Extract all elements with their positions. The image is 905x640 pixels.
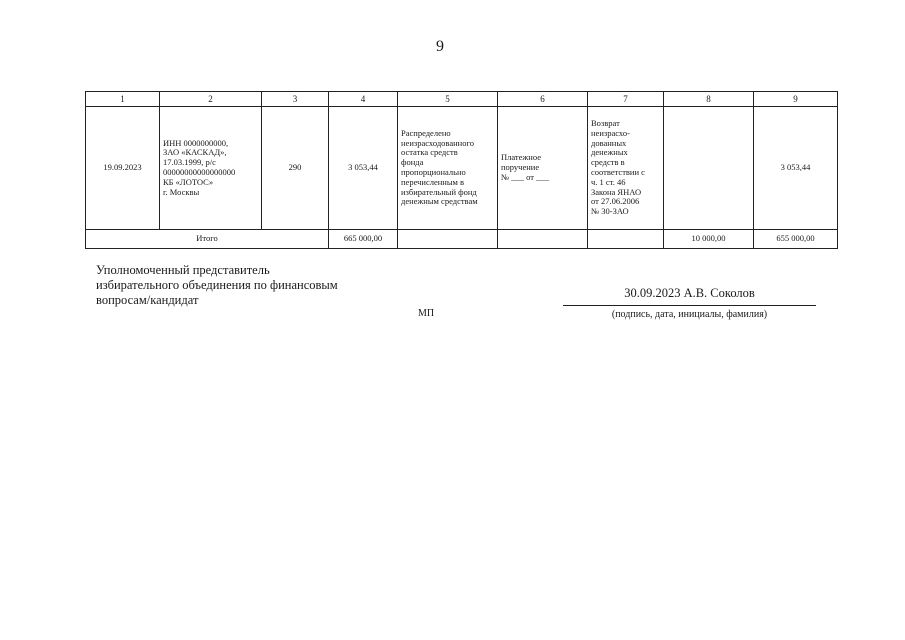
- signer-title-line: избирательного объединения по финансовым: [96, 278, 338, 292]
- report-table: [85, 91, 838, 249]
- column-number: 8: [664, 92, 754, 107]
- reason-line: соответствии с: [591, 167, 645, 177]
- basis-line: Распределено: [401, 127, 451, 138]
- reason-cell: [588, 107, 664, 230]
- total-col6: [498, 230, 588, 249]
- basis-line: остатка средств: [401, 147, 458, 158]
- reason-line: дованных: [591, 137, 627, 148]
- basis-line: неизрасходованного: [401, 137, 474, 148]
- payer-line: ИНН 0000000000,: [163, 137, 229, 148]
- total-col9: 655 000,00: [754, 230, 838, 249]
- column-number: 3: [262, 92, 329, 107]
- basis-line: фонда: [401, 157, 424, 168]
- code-cell: 290: [262, 107, 329, 230]
- table-row: [86, 107, 838, 230]
- basis-line: перечисленным в: [401, 176, 465, 187]
- reason-line: Закона ЯНАО: [591, 186, 642, 197]
- column-number: 9: [754, 92, 838, 107]
- document-line: Платежное: [501, 152, 541, 163]
- column-numbers-row: [86, 92, 838, 107]
- column-number: 7: [588, 92, 664, 107]
- basis-cell: [398, 107, 498, 230]
- page-number: 9: [436, 38, 444, 55]
- total-row: [86, 230, 838, 249]
- total-label: Итого: [86, 230, 329, 249]
- reason-line: № 30-ЗАО: [591, 206, 629, 217]
- reason-line: от 27.06.2006: [591, 196, 640, 207]
- reason-line: Возврат: [591, 118, 620, 129]
- document-line: поручение: [501, 162, 540, 173]
- document-line: № ___ от ___: [501, 171, 549, 182]
- reason-line: денежных: [591, 147, 628, 158]
- column-number: 5: [398, 92, 498, 107]
- column-number: 1: [86, 92, 160, 107]
- payer-cell: [160, 107, 262, 230]
- amount-cell: 3 053,44: [329, 107, 398, 230]
- payer-line: 00000000000000000: [163, 167, 236, 177]
- signer-title: [96, 263, 396, 308]
- signature-caption: (подпись, дата, инициалы, фамилия): [611, 309, 768, 320]
- date-cell: 19.09.2023: [86, 107, 160, 230]
- payer-line: КБ «ЛОТОС»: [163, 176, 214, 187]
- col9-cell: 3 053,44: [754, 107, 838, 230]
- column-number: 4: [329, 92, 398, 107]
- reason-line: ч. 1 ст. 46: [591, 176, 626, 187]
- total-col8: 10 000,00: [664, 230, 754, 249]
- stamp-place-label: МП: [418, 308, 435, 319]
- column-number: 2: [160, 92, 262, 107]
- basis-line: денежным средствам: [401, 196, 478, 207]
- reason-line: средств в: [591, 157, 625, 168]
- column-number: 6: [498, 92, 588, 107]
- signer-title-line: вопросам/кандидат: [96, 293, 199, 307]
- signature-line: [563, 305, 816, 306]
- signature-value: 30.09.2023 А.В. Соколов: [624, 286, 755, 300]
- signer-title-line: Уполномоченный представитель: [96, 263, 270, 277]
- payer-line: г. Москвы: [163, 186, 200, 197]
- total-col7: [588, 230, 664, 249]
- basis-line: пропорционально: [401, 167, 466, 177]
- col8-cell: [664, 107, 754, 230]
- document-cell: [498, 107, 588, 230]
- total-col4: 665 000,00: [329, 230, 398, 249]
- payer-line: ЗАО «КАСКАД»,: [163, 147, 227, 158]
- reason-line: неизрасхо-: [591, 127, 630, 138]
- payer-line: 17.03.1999, р/с: [163, 157, 216, 168]
- basis-line: избирательный фонд: [401, 186, 477, 197]
- total-col5: [398, 230, 498, 249]
